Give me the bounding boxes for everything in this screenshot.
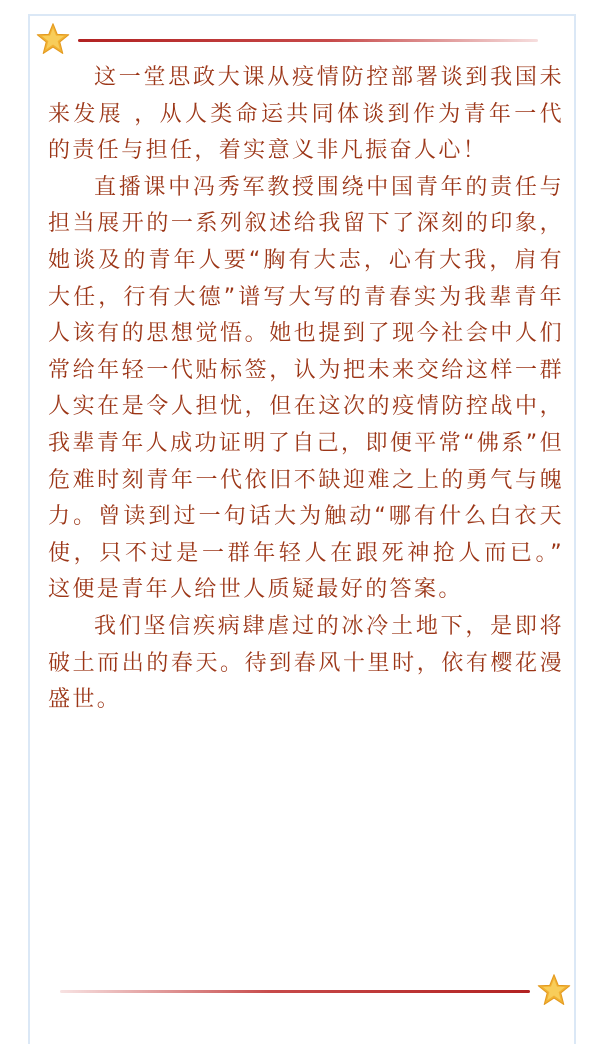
paragraph: 直播课中冯秀军教授围绕中国青年的责任与担当展开的一系列叙述给我留下了深刻的印象，她谈及的青年人要“胸有大志，心有大我，肩有大任，行有大德”谱写大写的青春实为我辈青年人该有的思想觉悟。她也提到了现今社会中人们常给年轻一代贴标签，认为把未来交给这样一群人实在是令人担忧，但在这次的疫情防控战中，我辈青年人成功证明了自己，即便平常“佛系”但危难时刻青年一代依旧不缺迎难之上的勇气与魄力。曾读到过一句话大为触动“哪有什么白衣天使，只不过是一群年轻人在跟死神抢人而已。” 这便是青年人给世人质疑最好的答案。 [48, 174, 564, 603]
bottom-divider [60, 990, 530, 993]
star-icon [36, 22, 70, 56]
top-divider [78, 39, 538, 42]
star-icon [537, 973, 571, 1007]
paragraph: 我们坚信疾病肆虐过的冰冷土地下，是即将破土而出的春天。待到春风十里时，依有樱花漫盛世。 [48, 613, 564, 713]
article-body [48, 60, 564, 719]
paragraph: 这一堂思政大课从疫情防控部署谈到我国未来发展 ，从人类命运共同体谈到作为青年一代的责任与担任，着实意义非凡振奋人心！ [48, 65, 564, 164]
